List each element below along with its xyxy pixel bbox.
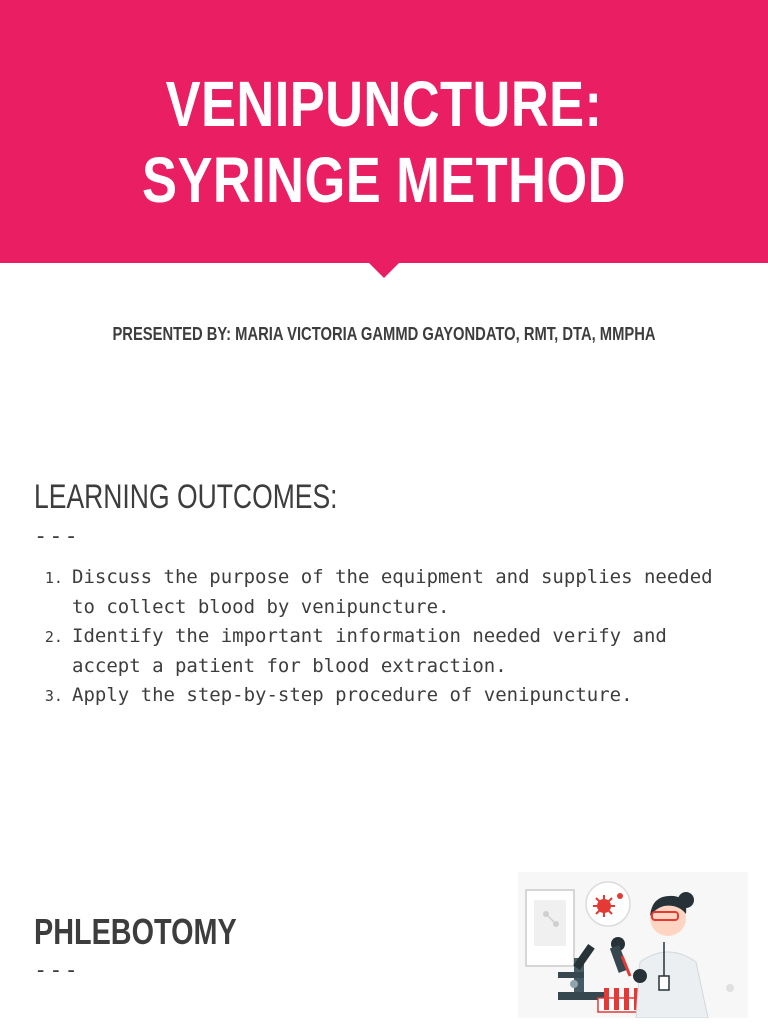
page-title — [69, 66, 699, 218]
lab-scientist-icon — [518, 872, 748, 1018]
learning-outcomes-list — [34, 563, 724, 711]
list-item: 2. Identify the important information needed verify and accept a patient for blood extraction. — [72, 622, 724, 681]
title-line-1: VENIPUNCTURE: — [165, 68, 603, 140]
list-item: 3. Apply the step-by-step procedure of venipuncture. — [72, 681, 724, 711]
presenter-line: PRESENTED BY: MARIA VICTORIA GAMMD GAYONDATO, RMT, DTA, MMPHA — [112, 324, 656, 344]
phlebotomy-divider: --- — [34, 958, 80, 983]
banner-pointer — [368, 262, 400, 278]
title-line-2: SYRINGE METHOD — [142, 144, 626, 216]
list-item: 1. Discuss the purpose of the equipment and supplies needed to collect blood by venipuncture. — [72, 563, 724, 622]
lab-scientist-illustration — [518, 872, 748, 1018]
learning-outcomes-divider: --- — [34, 524, 80, 549]
learning-outcomes-heading: LEARNING OUTCOMES: — [34, 478, 338, 516]
phlebotomy-heading: PHLEBOTOMY — [34, 911, 237, 952]
